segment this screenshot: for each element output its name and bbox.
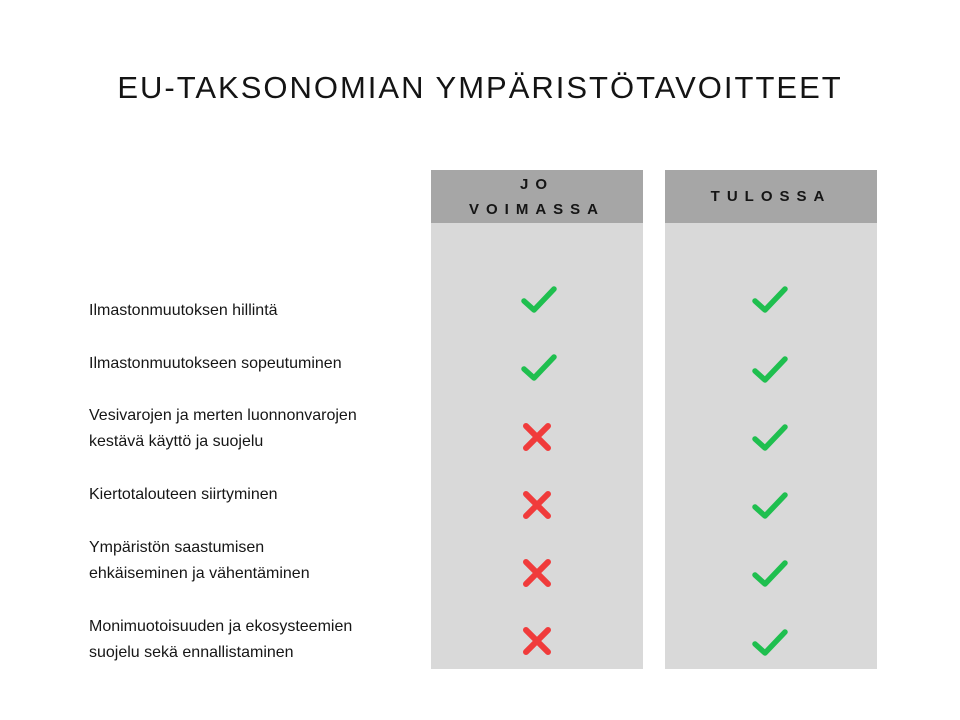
check-icon <box>750 353 790 387</box>
check-icon <box>750 489 790 523</box>
check-icon <box>750 421 790 455</box>
row-label-line: Ympäristön saastumisen <box>89 539 265 556</box>
cross-icon <box>519 624 559 658</box>
row-label-3 <box>89 403 419 455</box>
cross-icon-path <box>526 630 548 652</box>
check-icon-path <box>755 563 785 584</box>
column-tulossa <box>665 170 877 669</box>
check-icon <box>750 626 790 660</box>
row-label-line: Ilmastonmuutokseen sopeutuminen <box>89 355 342 372</box>
row-label-line: ehkäiseminen ja vähentäminen <box>89 565 310 582</box>
cross-icon <box>519 420 559 454</box>
row-label-line: Kiertotalouteen siirtyminen <box>89 486 278 503</box>
cross-icon-path <box>526 562 548 584</box>
cross-icon <box>519 624 559 658</box>
column-header-line: VOIMASSA <box>468 200 605 218</box>
check-icon <box>750 489 790 523</box>
row-label-line: suojelu sekä ennallistaminen <box>89 644 294 661</box>
check-icon <box>519 351 559 385</box>
check-icon-path <box>755 495 785 516</box>
row-label-line: Monimuotoisuuden ja ekosysteemien <box>89 618 353 635</box>
check-icon <box>519 283 559 317</box>
check-icon <box>519 283 559 317</box>
check-icon <box>750 421 790 455</box>
check-icon-path <box>755 632 785 653</box>
cross-icon-path <box>526 494 548 516</box>
check-icon <box>750 353 790 387</box>
cross-icon <box>519 556 559 590</box>
check-icon-path <box>755 359 785 380</box>
cross-icon <box>519 488 559 522</box>
row-label-2 <box>89 351 419 377</box>
row-label-4 <box>89 482 419 508</box>
check-icon-path <box>524 289 554 310</box>
page-title: EU-TAKSONOMIAN YMPÄRISTÖTAVOITTEET <box>117 70 843 105</box>
row-label-line: Vesivarojen ja merten luonnonvarojen <box>89 407 357 424</box>
row-label-line: kestävä käyttö ja suojelu <box>89 433 264 450</box>
row-label-1 <box>89 298 419 324</box>
check-icon-path <box>755 427 785 448</box>
cross-icon <box>519 420 559 454</box>
check-icon <box>750 557 790 591</box>
check-icon <box>750 283 790 317</box>
cross-icon <box>519 556 559 590</box>
row-label-5 <box>89 535 419 587</box>
row-label-line: Ilmastonmuutoksen hillintä <box>89 302 278 319</box>
cross-icon <box>519 488 559 522</box>
check-icon <box>750 626 790 660</box>
column-header-tulossa <box>665 170 877 223</box>
check-icon-path <box>755 289 785 310</box>
check-icon-path <box>524 357 554 378</box>
row-label-6 <box>89 614 419 666</box>
cross-icon-path <box>526 426 548 448</box>
column-header-line: JO <box>519 175 554 193</box>
column-header-line: TULOSSA <box>710 188 832 205</box>
check-icon <box>750 283 790 317</box>
column-header-jo-voimassa <box>431 170 643 223</box>
check-icon <box>519 351 559 385</box>
check-icon <box>750 557 790 591</box>
